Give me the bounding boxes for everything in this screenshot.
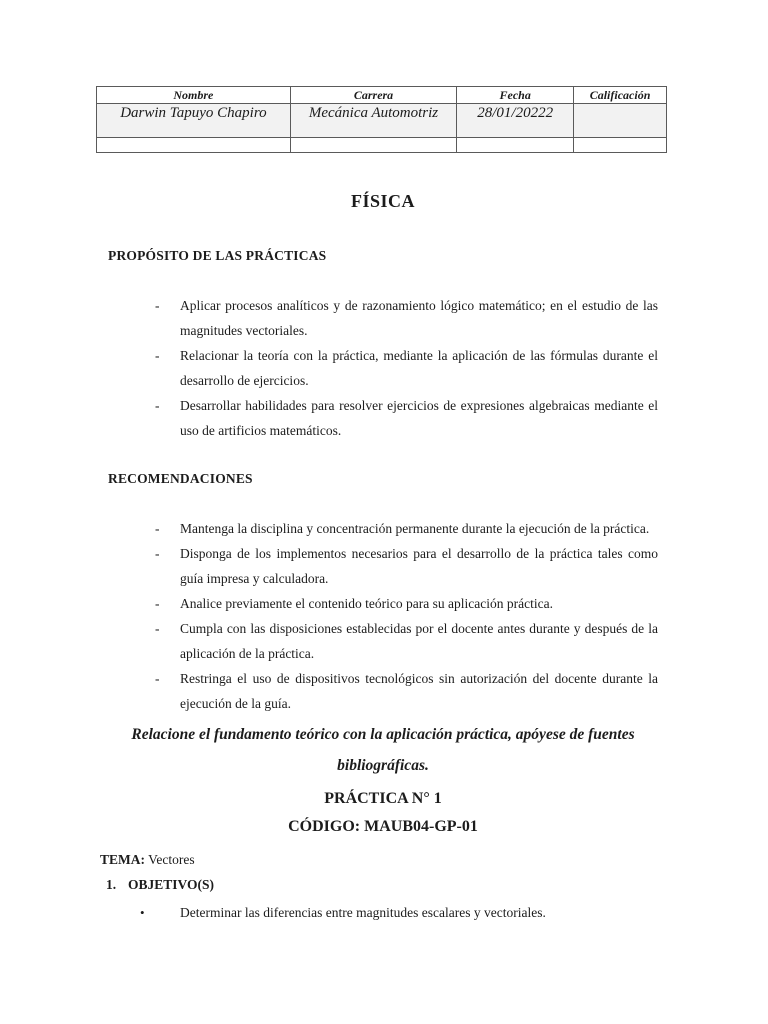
tema-value: Vectores	[145, 852, 195, 867]
column-header-calificacion: Calificación	[574, 87, 667, 104]
list-item-text: Determinar las diferencias entre magnitudes escalares y vectoriales.	[180, 905, 546, 920]
objetivo-heading	[106, 875, 658, 895]
column-header-carrera: Carrera	[290, 87, 456, 104]
practice-number-line: PRÁCTICA N° 1	[324, 790, 442, 807]
recomendaciones-list	[108, 516, 658, 716]
dash-marker: -	[155, 596, 160, 611]
objetivo-number: 1.	[106, 877, 117, 892]
list-item	[108, 393, 658, 443]
empty-cell	[290, 138, 456, 153]
dash-marker: -	[155, 546, 160, 561]
list-item	[108, 901, 658, 925]
list-item-text: Mantenga la disciplina y concentración permanente durante la ejecución de la práctica.	[180, 521, 650, 536]
practice-code-line: CÓDIGO: MAUB04-GP-01	[288, 818, 478, 835]
tema-label: TEMA:	[100, 852, 145, 867]
section-heading-proposito: PROPÓSITO DE LAS PRÁCTICAS	[108, 248, 327, 263]
empty-cell	[97, 138, 291, 153]
page-title: FÍSICA	[350, 191, 415, 211]
empty-cell	[457, 138, 574, 153]
list-item	[108, 343, 658, 393]
student-info-table	[96, 86, 667, 153]
column-header-nombre: Nombre	[97, 87, 291, 104]
dash-marker: -	[155, 621, 160, 636]
document-content	[100, 152, 658, 925]
emphasis-note: Relacione el fundamento teórico con la aplicación práctica, apóyese de fuentes bibliográficas.	[131, 726, 635, 774]
list-item	[108, 293, 658, 343]
cell-fecha-value: 28/01/20222	[457, 104, 574, 138]
list-item	[108, 541, 658, 591]
cell-nombre-value: Darwin Tapuyo Chapiro	[97, 104, 291, 138]
bullet-marker: •	[140, 905, 145, 920]
table-values-row	[97, 104, 667, 138]
proposito-list	[108, 293, 658, 443]
objetivo-list	[108, 901, 658, 925]
table-empty-row	[97, 138, 667, 153]
objetivo-heading-text: OBJETIVO(S)	[128, 877, 214, 892]
dash-marker: -	[155, 298, 160, 313]
dash-marker: -	[155, 398, 160, 413]
list-item-text: Desarrollar habilidades para resolver ejercicios de expresiones algebraicas mediante el uso de artificios matemáticos.	[180, 398, 658, 438]
dash-marker: -	[155, 521, 160, 536]
table-header-row	[97, 87, 667, 104]
list-item-text: Aplicar procesos analíticos y de razonamiento lógico matemático; en el estudio de las magnitudes vectoriales.	[180, 298, 658, 338]
dash-marker: -	[155, 671, 160, 686]
empty-cell	[574, 138, 667, 153]
section-heading-recomendaciones: RECOMENDACIONES	[108, 471, 253, 486]
tema-line	[100, 850, 658, 870]
list-item	[108, 616, 658, 666]
list-item-text: Analice previamente el contenido teórico para su aplicación práctica.	[180, 596, 553, 611]
dash-marker: -	[155, 348, 160, 363]
list-item-text: Cumpla con las disposiciones establecidas por el docente antes durante y después de la aplicación de la práctica.	[180, 621, 658, 661]
list-item-text: Disponga de los implementos necesarios para el desarrollo de la práctica tales como guía impresa y calculadora.	[180, 546, 658, 586]
list-item-text: Restringa el uso de dispositivos tecnológicos sin autorización del docente durante la ejecución de la guía.	[180, 671, 658, 711]
column-header-fecha: Fecha	[457, 87, 574, 104]
list-item	[108, 591, 658, 616]
list-item-text: Relacionar la teoría con la práctica, mediante la aplicación de las fórmulas durante el desarrollo de ejercicios.	[180, 348, 658, 388]
list-item	[108, 516, 658, 541]
cell-calificacion-value	[574, 104, 667, 138]
list-item	[108, 666, 658, 716]
cell-carrera-value: Mecánica Automotriz	[290, 104, 456, 138]
